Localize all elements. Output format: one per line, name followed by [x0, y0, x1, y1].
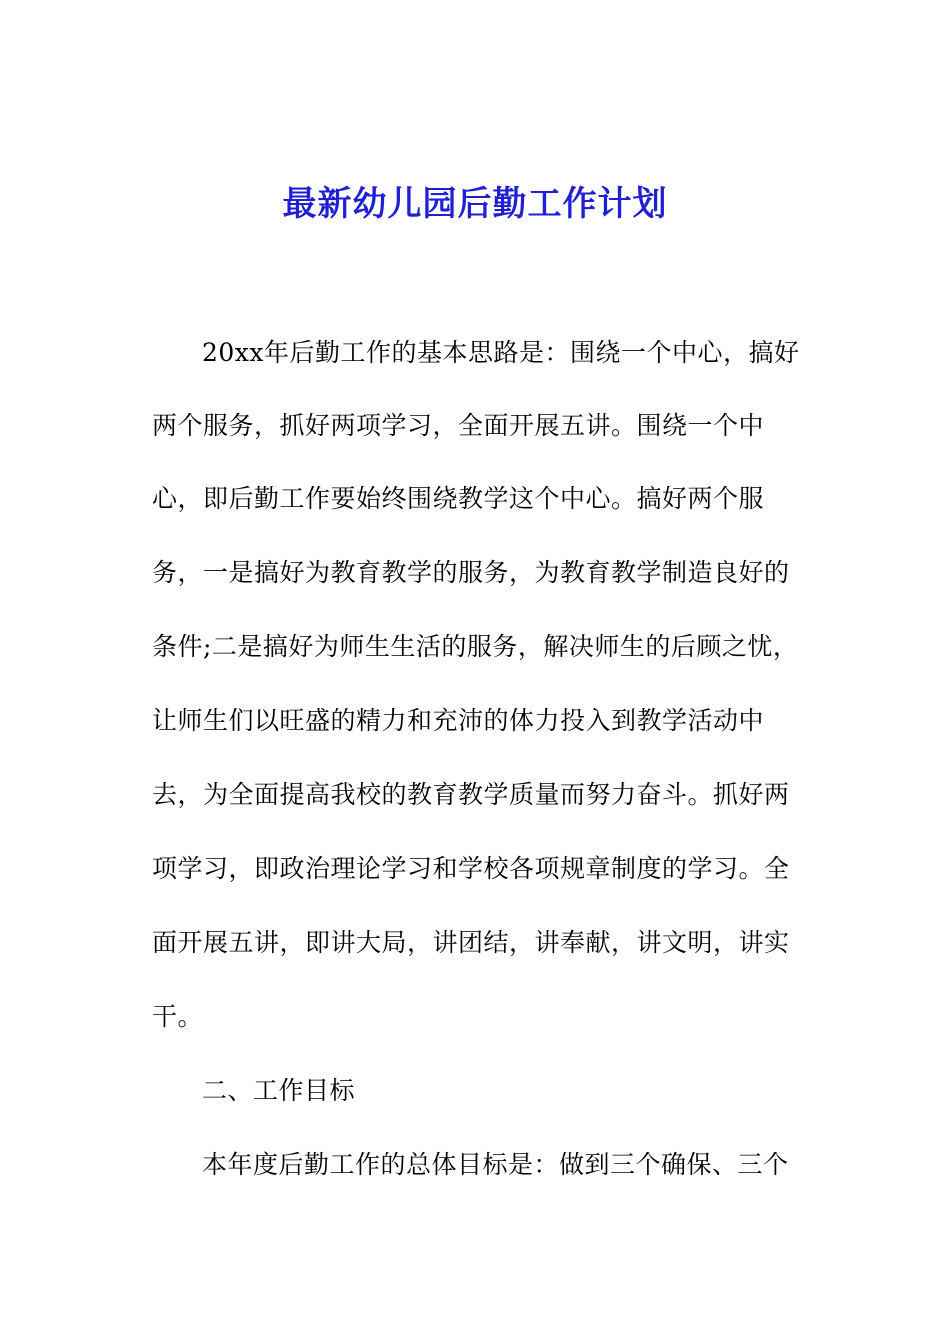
paragraph-line: 项学习，即政治理论学习和学校各项规章制度的学习。全 [152, 854, 790, 883]
document-title: 最新幼儿园后勤工作计划 [282, 184, 668, 224]
paragraph-line: 心，即后勤工作要始终围绕教学这个中心。搞好两个服 [152, 484, 765, 513]
paragraph-line: 去，为全面提高我校的教育教学质量而努力奋斗。抓好两 [152, 780, 790, 809]
paragraph-line: 条件;二是搞好为师生生活的服务，解决师生的后顾之忧， [152, 632, 799, 661]
paragraph-line: 务，一是搞好为教育教学的服务，为教育教学制造良好的 [152, 558, 790, 587]
paragraph-line: 让师生们以旺盛的精力和充沛的体力投入到教学活动中 [152, 706, 765, 735]
section-heading: 二、工作目标 [202, 1076, 356, 1105]
paragraph-line: 干。 [152, 1002, 204, 1031]
paragraph-line: 面开展五讲，即讲大局，讲团结，讲奉献，讲文明，讲实 [152, 928, 790, 957]
paragraph-line: 本年度后勤工作的总体目标是：做到三个确保、三个 [202, 1150, 789, 1179]
paragraph-line: 两个服务，抓好两项学习，全面开展五讲。围绕一个中 [152, 411, 765, 440]
paragraph-line: 20xx年后勤工作的基本思路是：围绕一个中心，搞好 [202, 338, 800, 367]
